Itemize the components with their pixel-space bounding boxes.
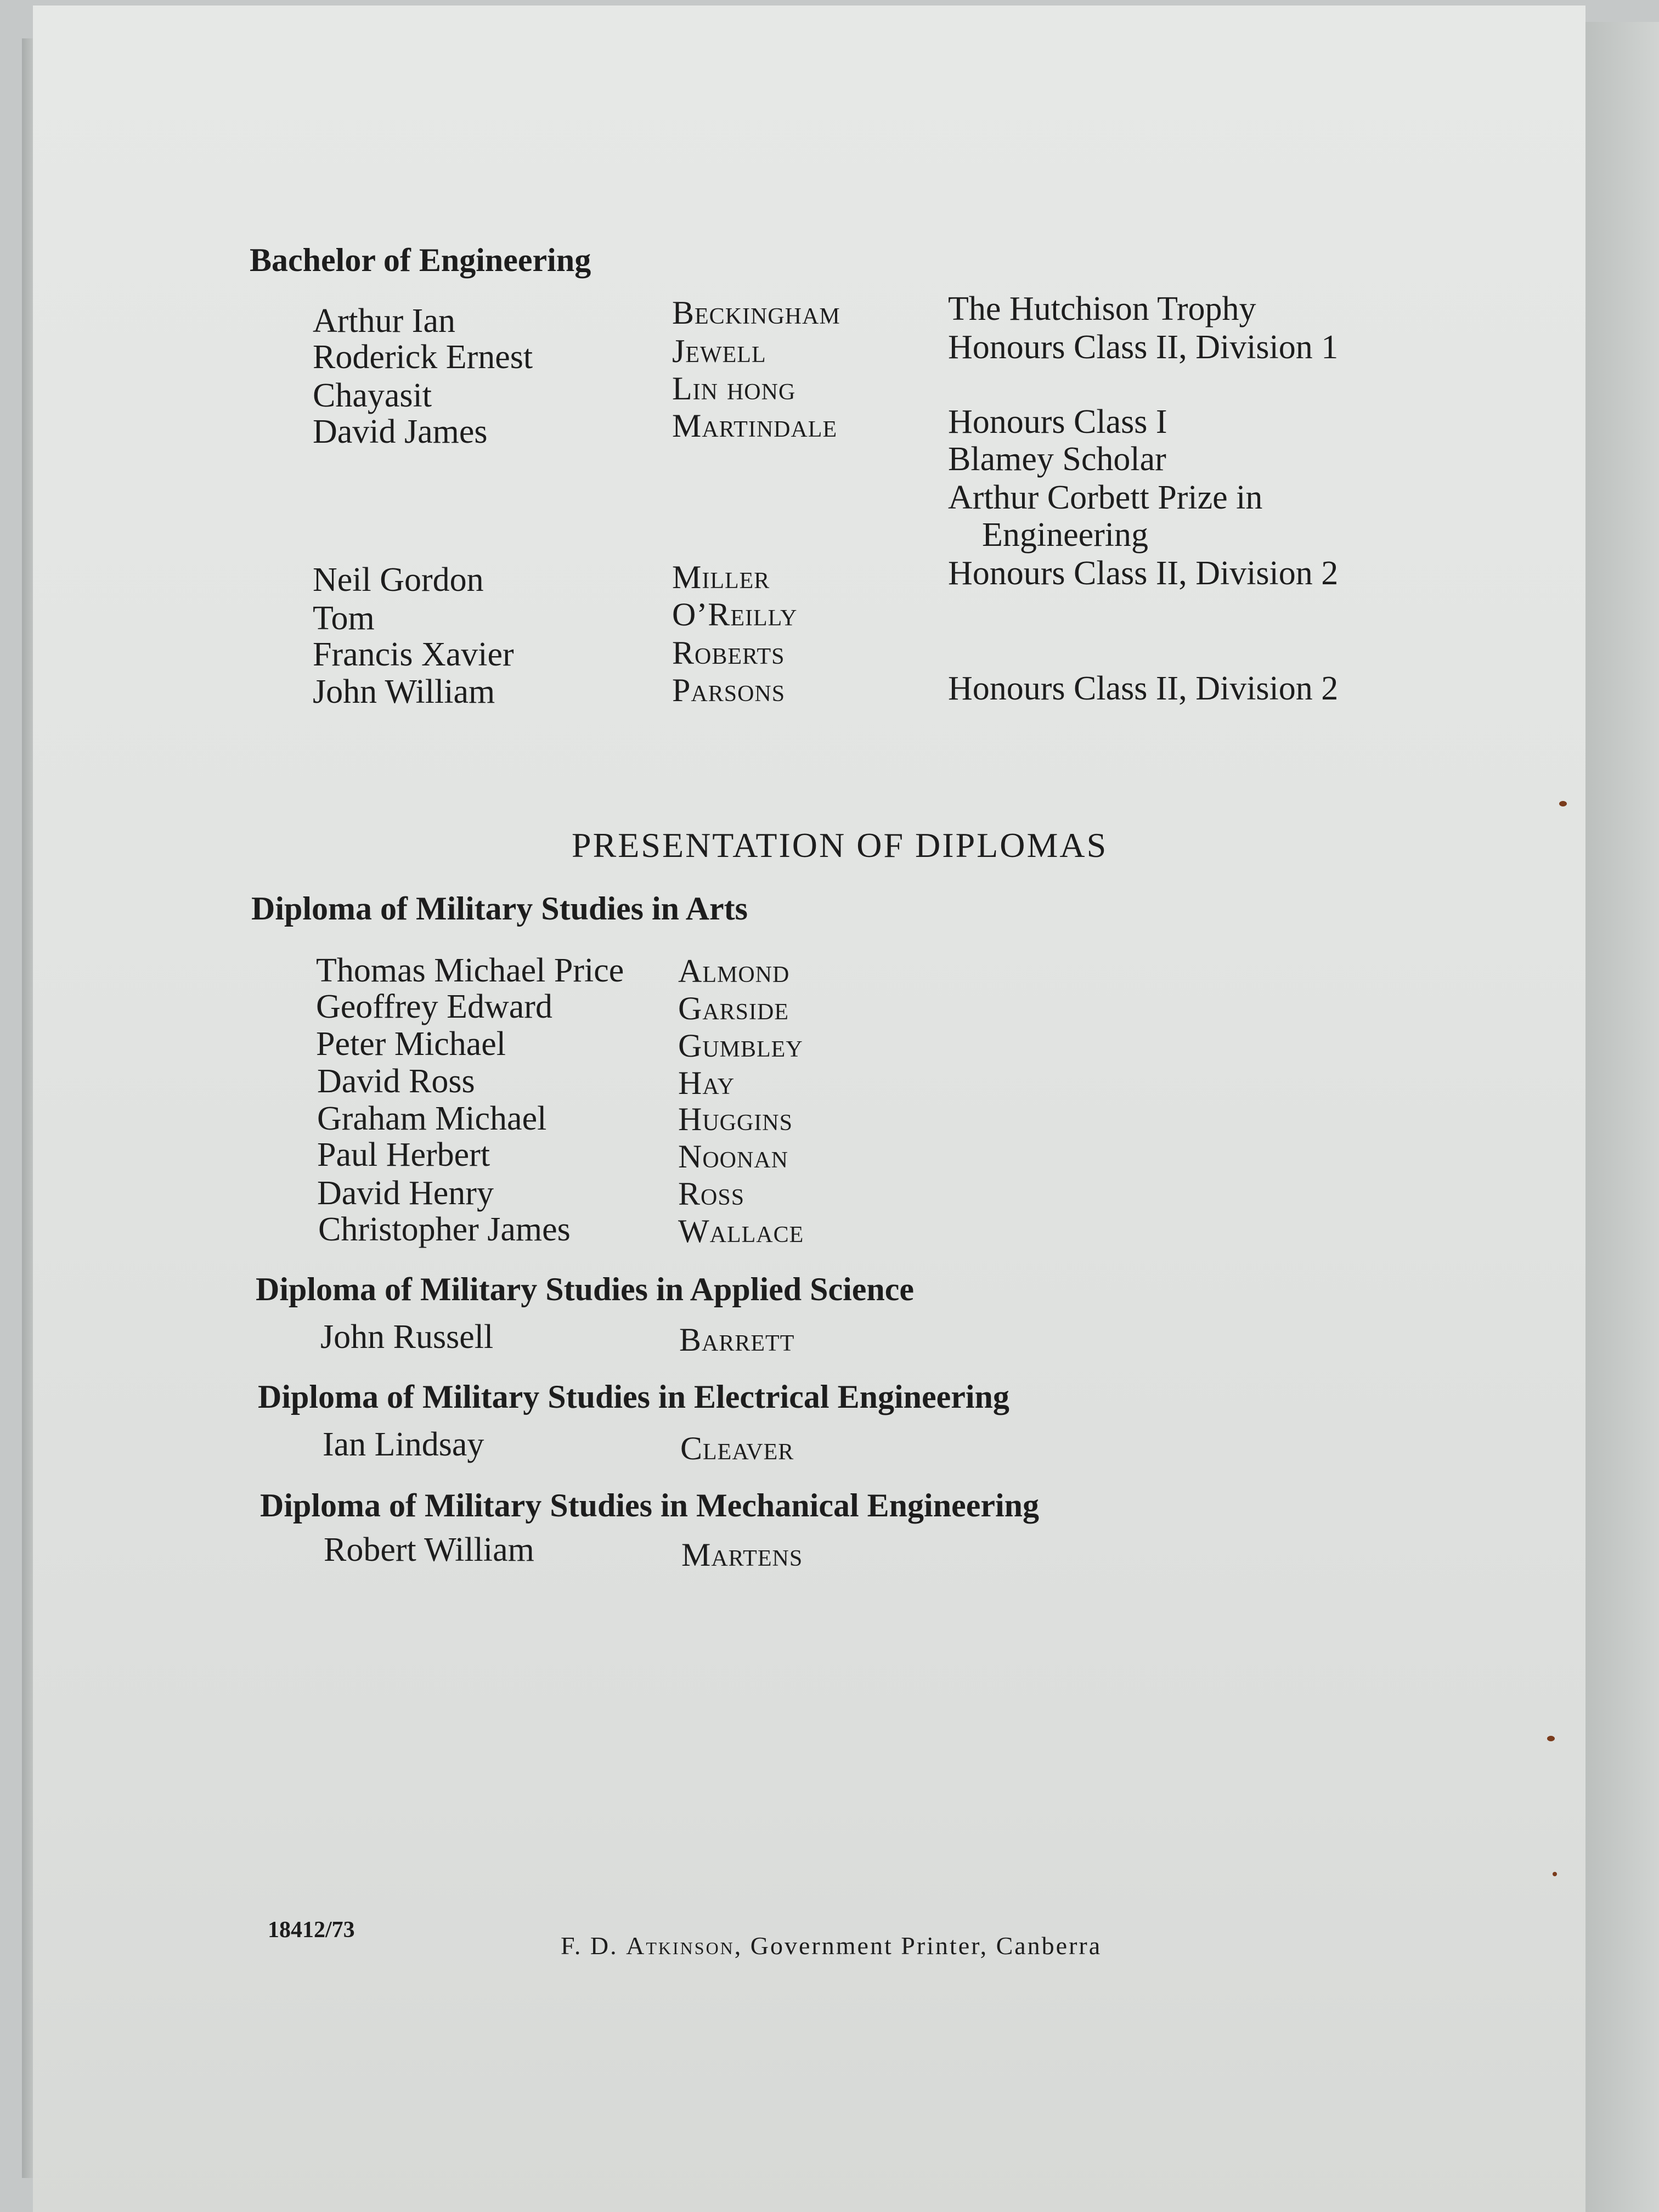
document-page [33,5,1585,2212]
arts-surname: Wallace [678,1213,804,1249]
engineering-given-name: Arthur Ian [313,302,455,340]
engineering-honour: The Hutchison Trophy [948,290,1256,328]
mechanical-given-name: Robert William [324,1531,534,1568]
applied-science-given-name: John Russell [320,1318,494,1356]
arts-given-name: Christopher James [318,1211,571,1248]
electrical-surname: Cleaver [680,1430,794,1466]
engineering-honour: Arthur Corbett Prize in [948,479,1263,516]
engineering-surname: O’Reilly [672,596,798,633]
engineering-surname: Jewell [672,333,766,369]
applied-science-heading: Diploma of Military Studies in Applied Science [256,1271,915,1307]
engineering-given-name: Neil Gordon [313,561,484,599]
arts-surname: Ross [678,1176,745,1212]
engineering-given-name: Chayasit [313,377,432,414]
printer-imprint [561,1931,1102,1960]
arts-surname: Almond [678,953,790,989]
engineering-surname: Martindale [672,408,838,444]
arts-surname: Gumbley [678,1028,803,1064]
rust-spot [1547,1736,1555,1741]
electrical-heading: Diploma of Military Studies in Electrical Engineering [258,1379,1009,1415]
arts-surname: Hay [678,1065,735,1101]
arts-given-name: Peter Michael [316,1025,506,1063]
engineering-honour: Honours Class II, Division 1 [948,329,1339,366]
mechanical-heading: Diploma of Military Studies in Mechanical Engineering [260,1487,1039,1523]
engineering-surname: Beckingham [672,295,840,331]
engineering-given-name: John William [313,673,495,710]
engineering-honour: Honours Class II, Division 2 [948,555,1339,592]
arts-surname: Noonan [678,1138,788,1175]
engineering-surname: Lin hong [672,370,796,407]
engineering-given-name: Tom [313,600,375,637]
printer-details: Government Printer, Canberra [750,1932,1102,1960]
engineering-heading: Bachelor of Engineering [250,242,591,278]
arts-heading: Diploma of Military Studies in Arts [251,890,748,927]
mechanical-surname: Martens [681,1537,803,1573]
presentation-title: PRESENTATION OF DIPLOMAS [572,826,1108,865]
engineering-given-name: Francis Xavier [313,636,514,673]
arts-given-name: David Henry [317,1175,494,1212]
engineering-surname: Parsons [672,672,786,708]
engineering-given-name: Roderick Ernest [313,338,533,376]
print-job-code: 18412/73 [268,1917,355,1943]
arts-given-name: David Ross [317,1063,475,1100]
electrical-given-name: Ian Lindsay [323,1426,484,1463]
engineering-surname: Roberts [672,635,785,671]
engineering-honour: Honours Class II, Division 2 [948,670,1339,707]
rust-spot [1559,801,1567,806]
arts-given-name: Geoffrey Edward [316,988,552,1025]
applied-science-surname: Barrett [679,1322,795,1358]
arts-given-name: Graham Michael [317,1100,547,1137]
engineering-surname: Miller [672,559,770,595]
arts-surname: Huggins [678,1101,793,1137]
engineering-honour: Honours Class I [948,403,1167,441]
printer-name: Atkinson, [626,1932,743,1960]
engineering-honour: Blamey Scholar [948,441,1166,478]
arts-given-name: Thomas Michael Price [316,952,624,989]
arts-given-name: Paul Herbert [317,1136,490,1173]
arts-surname: Garside [678,990,789,1026]
engineering-honour: Engineering [982,516,1149,554]
printer-initials: F. D. [561,1932,618,1960]
engineering-given-name: David James [313,413,488,450]
rust-spot [1553,1872,1557,1876]
